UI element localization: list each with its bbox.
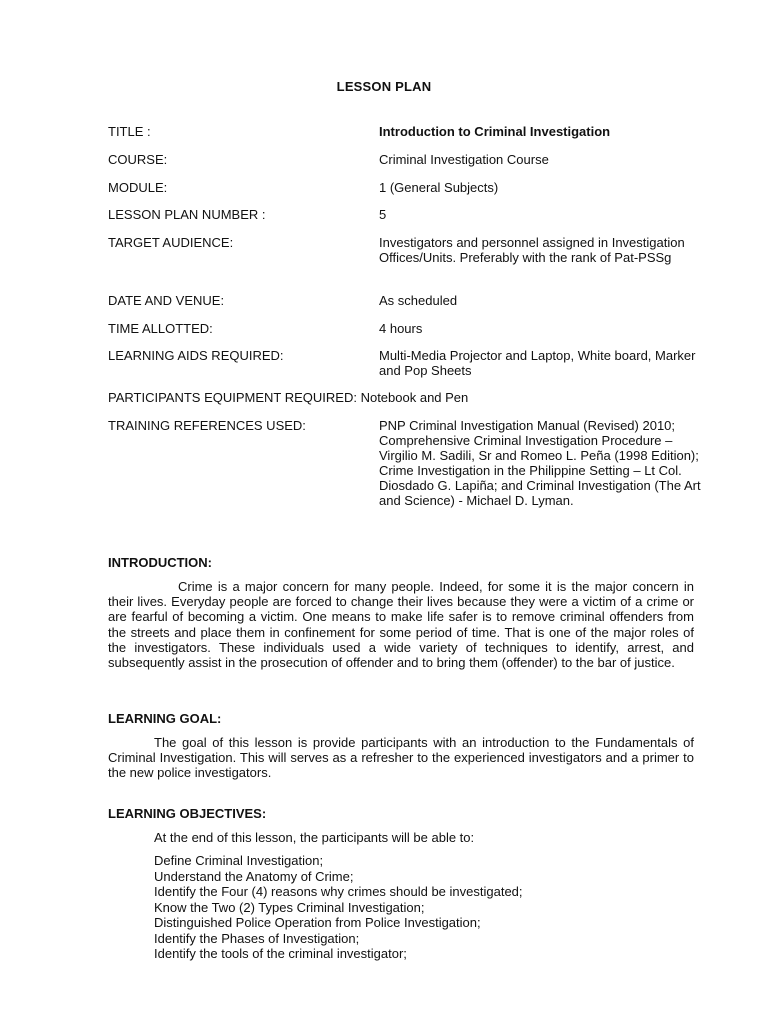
field-value: As scheduled bbox=[379, 293, 458, 308]
document-title: LESSON PLAN bbox=[336, 79, 432, 94]
list-item: Identify the Four (4) reasons why crimes should be investigated; bbox=[154, 884, 523, 899]
field-value: 4 hours bbox=[379, 321, 423, 336]
field-value: Investigators and personnel assigned in Investigation Offices/Units. Preferably with the rank of Pat-PSSg bbox=[379, 235, 685, 265]
field-label: LESSON PLAN NUMBER : bbox=[108, 207, 266, 222]
field-label: TITLE : bbox=[108, 124, 151, 139]
list-item: Define Criminal Investigation; bbox=[154, 853, 324, 868]
learning-objectives-heading: LEARNING OBJECTIVES: bbox=[108, 806, 267, 821]
list-item: Know the Two (2) Types Criminal Investigation; bbox=[154, 899, 425, 915]
field-value: 1 (General Subjects) bbox=[379, 180, 499, 195]
field-label: TRAINING REFERENCES USED: bbox=[108, 418, 306, 433]
field-label: TIME ALLOTTED: bbox=[108, 321, 213, 336]
field-value: PNP Criminal Investigation Manual (Revised) 2010; Comprehensive Criminal Investigation Procedure – Virgilio M. Sadili, Sr and Romeo L. Peña (1998 Edition); Crime Investigation in the Philippine Setting – Lt Col. Diosdado G. Lapiña; and Criminal Investigation (The Art and Science) - Michael D. Lyman. bbox=[379, 418, 701, 508]
field-value: Introduction to Criminal Investigation bbox=[379, 124, 611, 139]
learning-goal-paragraph: The goal of this lesson is provide participants with an introduction to the Fundamentals of Criminal Investigation. This will serves as a refresher to the experienced investigators and a primer to the new police investigators. bbox=[108, 735, 694, 781]
list-item: Understand the Anatomy of Crime; bbox=[154, 868, 354, 884]
field-value: Multi-Media Projector and Laptop, White board, Marker and Pop Sheets bbox=[379, 348, 696, 378]
learning-objectives-list bbox=[154, 853, 523, 962]
field-label: DATE AND VENUE: bbox=[108, 293, 225, 308]
learning-objectives-lead: At the end of this lesson, the participants will be able to: bbox=[154, 830, 475, 845]
introduction-paragraph: Crime is a major concern for many people. Indeed, for some it is the major concern in their lives. Everyday people are forced to change their lives because they were a victim of a crime or are fearful of becoming a victim. One means to make life safer is to remove criminal offenders from the streets and place them in confinement for some period of time. That is one of the major roles of the investigators. These individuals used a wide variety of techniques to identify, arrest, and subsequently assist in the prosecution of offender and to bring them (offender) to the bar of justice. bbox=[108, 579, 694, 671]
field-value: Criminal Investigation Course bbox=[379, 152, 549, 167]
participants-equipment: PARTICIPANTS EQUIPMENT REQUIRED: Notebook and Pen bbox=[108, 390, 469, 405]
list-item: Distinguished Police Operation from Police Investigation; bbox=[154, 915, 481, 930]
learning-goal-heading: LEARNING GOAL: bbox=[108, 711, 222, 726]
field-value: 5 bbox=[379, 207, 387, 222]
field-label: COURSE: bbox=[108, 152, 168, 167]
list-item: Identify the Phases of Investigation; bbox=[154, 930, 360, 946]
list-item: Identify the tools of the criminal investigator; bbox=[154, 946, 407, 961]
field-label: TARGET AUDIENCE: bbox=[108, 235, 234, 250]
field-label: MODULE: bbox=[108, 180, 168, 195]
field-label: LEARNING AIDS REQUIRED: bbox=[108, 348, 284, 363]
introduction-heading: INTRODUCTION: bbox=[108, 555, 212, 570]
